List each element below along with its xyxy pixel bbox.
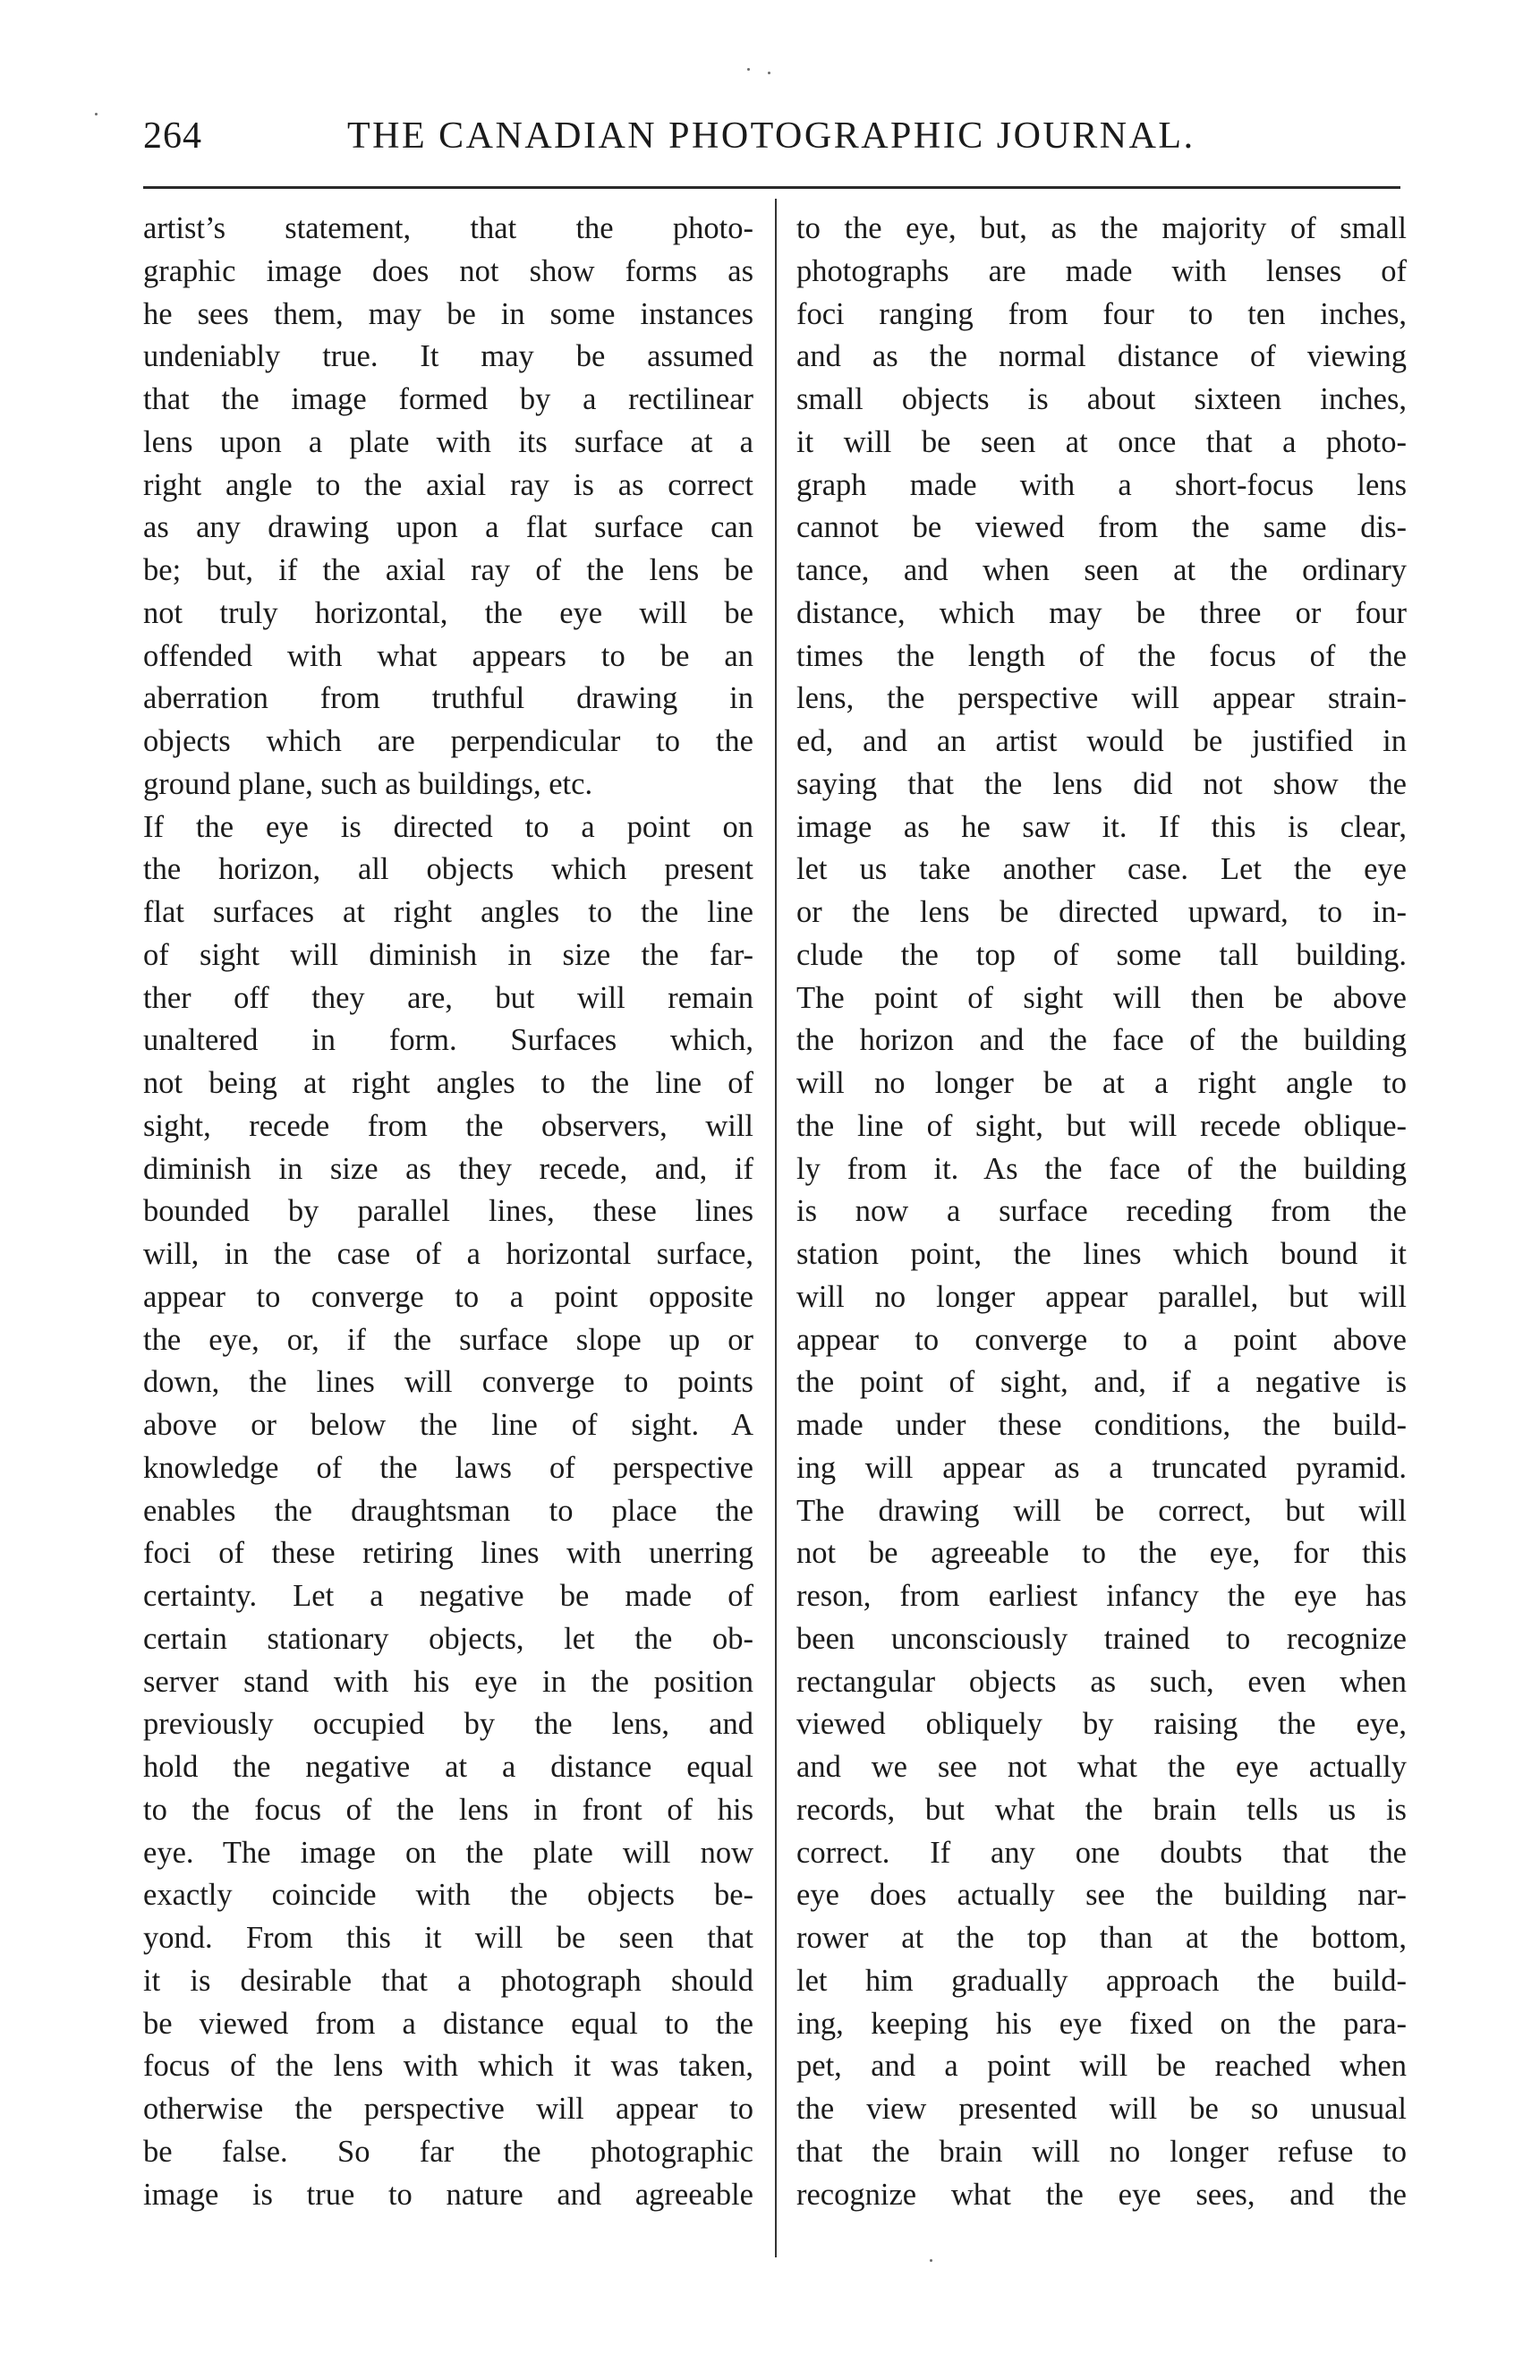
text-line: the view presented will be so unusual [796,2092,1407,2126]
text-line: The point of sight will then be above [796,980,1407,1015]
print-speck [930,2259,932,2262]
text-line: not truly horizontal, the eye will be [143,595,753,630]
text-line: and we see not what the eye actually [796,1750,1407,1784]
text-line: rower at the top than at the bottom, [796,1921,1407,1955]
text-line: appear to converge to a point opposite [143,1279,753,1314]
page-number: 264 [143,115,202,157]
text-line: or the lens be directed upward, to in- [796,895,1407,929]
text-line: that the image formed by a rectilinear [143,382,753,416]
text-line: lens upon a plate with its surface at a [143,424,753,459]
text-line: image is true to nature and agreeable [143,2177,753,2212]
text-line: If the eye is directed to a point on [143,809,753,844]
print-speck [747,68,750,71]
text-line: be; but, if the axial ray of the lens be [143,553,753,587]
text-line: to the focus of the lens in front of his [143,1792,753,1827]
print-speck [768,72,770,74]
text-line: viewed obliquely by raising the eye, [796,1707,1407,1742]
text-line: unaltered in form. Surfaces which, [143,1023,753,1058]
text-line: ed, and an artist would be justified in [796,724,1407,758]
text-line: to the eye, but, as the majority of small [796,211,1407,245]
text-line: certainty. Let a negative be made of [143,1579,753,1613]
text-line: he sees them, may be in some instances [143,296,753,331]
text-line: aberration from truthful drawing in [143,681,753,716]
text-line: not be agreeable to the eye, for this [796,1536,1407,1571]
text-line: objects which are perpendicular to the [143,724,753,758]
text-line: small objects is about sixteen inches, [796,382,1407,416]
text-line: cannot be viewed from the same dis- [796,510,1407,545]
text-line: certain stationary objects, let the ob- [143,1621,753,1656]
text-line: and as the normal distance of viewing [796,339,1407,374]
text-line: yond. From this it will be seen that [143,1921,753,1955]
text-line: knowledge of the laws of perspective [143,1450,753,1485]
text-line: distance, which may be three or four [796,595,1407,630]
text-line: records, but what the brain tells us is [796,1792,1407,1827]
text-line: be false. So far the photographic [143,2134,753,2169]
text-line: reson, from earliest infancy the eye has [796,1579,1407,1613]
text-line: that the brain will no longer refuse to [796,2134,1407,2169]
text-line: it will be seen at once that a photo- [796,424,1407,459]
text-line: above or below the line of sight. A [143,1408,753,1442]
text-line: not being at right angles to the line of [143,1066,753,1100]
text-line: correct. If any one doubts that the [796,1835,1407,1870]
text-line: sight, recede from the observers, will [143,1108,753,1143]
text-line: station point, the lines which bound it [796,1237,1407,1271]
text-line: ther off they are, but will remain [143,980,753,1015]
text-line: ly from it. As the face of the building [796,1151,1407,1186]
text-line: right angle to the axial ray is as correct [143,467,753,502]
text-line: photographs are made with lenses of [796,253,1407,288]
text-line: exactly coincide with the objects be- [143,1878,753,1913]
text-line: appear to converge to a point above [796,1322,1407,1357]
text-line: the eye, or, if the surface slope up or [143,1322,753,1357]
text-line: pet, and a point will be reached when [796,2049,1407,2084]
right-column [796,208,1407,2216]
text-line: as any drawing upon a flat surface can [143,510,753,545]
running-header [143,115,1221,172]
text-line: image as he saw it. If this is clear, [796,809,1407,844]
text-line: will, in the case of a horizontal surface, [143,1237,753,1271]
text-line: undeniably true. It may be assumed [143,339,753,374]
text-line: the horizon and the face of the building [796,1023,1407,1058]
text-line: The drawing will be correct, but will [796,1493,1407,1528]
text-line: ing will appear as a truncated pyramid. [796,1450,1407,1485]
text-line: diminish in size as they recede, and, if [143,1151,753,1186]
text-line: graph made with a short-focus lens [796,467,1407,502]
print-speck [95,113,98,115]
text-line: will no longer be at a right angle to [796,1066,1407,1100]
text-line: focus of the lens with which it was taken, [143,2049,753,2084]
text-line: will no longer appear parallel, but will [796,1279,1407,1314]
text-line: it is desirable that a photograph should [143,1963,753,1998]
text-line: be viewed from a distance equal to the [143,2006,753,2041]
text-line: recognize what the eye sees, and the [796,2177,1407,2212]
text-line: the line of sight, but will recede oblique- [796,1108,1407,1143]
text-line: let us take another case. Let the eye [796,852,1407,887]
text-line: clude the top of some tall building. [796,937,1407,972]
text-line: server stand with his eye in the position [143,1664,753,1699]
running-title: THE CANADIAN PHOTOGRAPHIC JOURNAL. [347,115,1195,157]
column-rule [775,199,777,2257]
text-line: enables the draughtsman to place the [143,1493,753,1528]
text-line: the point of sight, and, if a negative is [796,1365,1407,1400]
text-line: of sight will diminish in size the far- [143,937,753,972]
text-line: been unconsciously trained to recognize [796,1621,1407,1656]
text-line: eye. The image on the plate will now [143,1835,753,1870]
text-line: otherwise the perspective will appear to [143,2092,753,2126]
text-line: tance, and when seen at the ordinary [796,553,1407,587]
text-line: foci of these retiring lines with unerring [143,1536,753,1571]
header-rule [143,186,1400,189]
text-line: artist’s statement, that the photo- [143,211,753,245]
text-line: saying that the lens did not show the [796,766,1407,801]
text-line: previously occupied by the lens, and [143,1707,753,1742]
text-line: hold the negative at a distance equal [143,1750,753,1784]
text-line: made under these conditions, the build- [796,1408,1407,1442]
text-line: ing, keeping his eye fixed on the para- [796,2006,1407,2041]
text-line: down, the lines will converge to points [143,1365,753,1400]
text-line: ground plane, such as buildings, etc. [143,766,593,801]
text-line: let him gradually approach the build- [796,1963,1407,1998]
text-line: rectangular objects as such, even when [796,1664,1407,1699]
text-line: bounded by parallel lines, these lines [143,1194,753,1229]
text-line: offended with what appears to be an [143,638,753,673]
text-line: flat surfaces at right angles to the line [143,895,753,929]
text-line: foci ranging from four to ten inches, [796,296,1407,331]
text-line: graphic image does not show forms as [143,253,753,288]
text-line: is now a surface receding from the [796,1194,1407,1229]
text-line: lens, the perspective will appear strain- [796,681,1407,716]
left-column [143,208,753,2216]
text-line: times the length of the focus of the [796,638,1407,673]
text-line: eye does actually see the building nar- [796,1878,1407,1913]
text-line: the horizon, all objects which present [143,852,753,887]
